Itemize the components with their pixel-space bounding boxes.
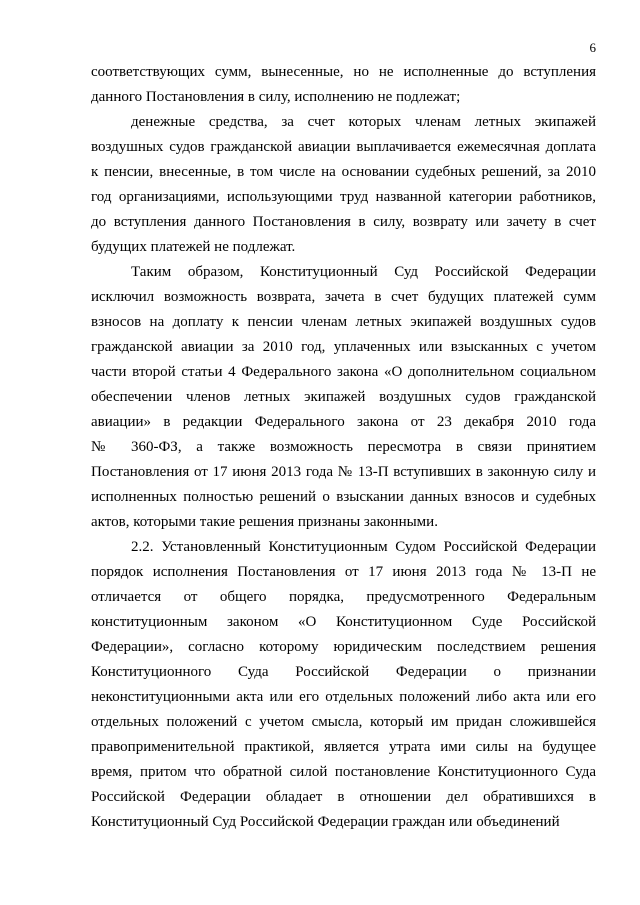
text-line: будущих платежей не подлежат. (91, 239, 296, 255)
page-number: 6 (589, 40, 596, 55)
text-line: Конституционного Суда Российской Федерации о признании (91, 664, 596, 680)
text-line: соответствующих сумм, вынесенные, но не исполненные до вступления (91, 64, 596, 80)
document-body (91, 60, 596, 835)
text-line: порядок исполнения Постановления от 17 июня 2013 года № 13-П не (91, 564, 596, 580)
text-line: конституционным законом «О Конституционном Суде Российской (91, 614, 596, 630)
text-line: гражданской авиации за 2010 год, уплаченных или взысканных с учетом (91, 339, 596, 355)
text-line: актов, которыми такие решения признаны законными. (91, 514, 438, 530)
text-line: Федерации», согласно которому юридическим последствием решения (91, 639, 596, 655)
text-line: Постановления от 17 июня 2013 года № 13-П вступивших в законную силу и (91, 464, 596, 480)
text-line: исполненных полностью решений о взыскании данных взносов и судебных (91, 489, 596, 505)
text-line: год организациями, использующими труд названной категории работников, (91, 189, 596, 205)
text-line: к пенсии, внесенные, в том числе на основании судебных решений, за 2010 (91, 164, 596, 180)
text-line: отдельных положений с учетом смысла, который им придан сложившейся (91, 714, 596, 730)
text-line: Российской Федерации обладает в отношении дел обратившихся в (91, 789, 596, 805)
paragraph (91, 110, 596, 260)
text-line: время, притом что обратной силой постановление Конституционного Суда (91, 764, 596, 780)
text-line: воздушных судов гражданской авиации выплачивается ежемесячная доплата (91, 139, 596, 155)
text-line: до вступления данного Постановления в силу, возврату или зачету в счет (91, 214, 596, 230)
paragraph (91, 535, 596, 835)
text-line: правоприменительной практикой, является утрата ими силы на будущее (91, 739, 596, 755)
text-line: данного Постановления в силу, исполнению не подлежат; (91, 89, 461, 105)
text-line: № 360-ФЗ, а также возможность пересмотра в связи принятием (91, 439, 596, 455)
text-line: авиации» в редакции Федерального закона от 23 декабря 2010 года (91, 414, 596, 430)
text-line: неконституционными акта или его отдельных положений либо акта или его (91, 689, 596, 705)
text-line: Конституционный Суд Российской Федерации граждан или объединений (91, 814, 560, 830)
text-line: обеспечении членов летных экипажей воздушных судов гражданской (91, 389, 596, 405)
paragraph (91, 60, 596, 110)
text-line: взносов на доплату к пенсии членам летных экипажей воздушных судов (91, 314, 596, 330)
text-line: части второй статьи 4 Федерального закона «О дополнительном социальном (91, 364, 596, 380)
text-line: 2.2. Установленный Конституционным Судом Российской Федерации (131, 539, 596, 555)
paragraph (91, 260, 596, 535)
text-line: отличается от общего порядка, предусмотренного Федеральным (91, 589, 596, 605)
text-line: денежные средства, за счет которых членам летных экипажей (131, 114, 596, 130)
text-line: исключил возможность возврата, зачета в счет будущих платежей сумм (91, 289, 596, 305)
text-line: Таким образом, Конституционный Суд Российской Федерации (131, 264, 596, 280)
